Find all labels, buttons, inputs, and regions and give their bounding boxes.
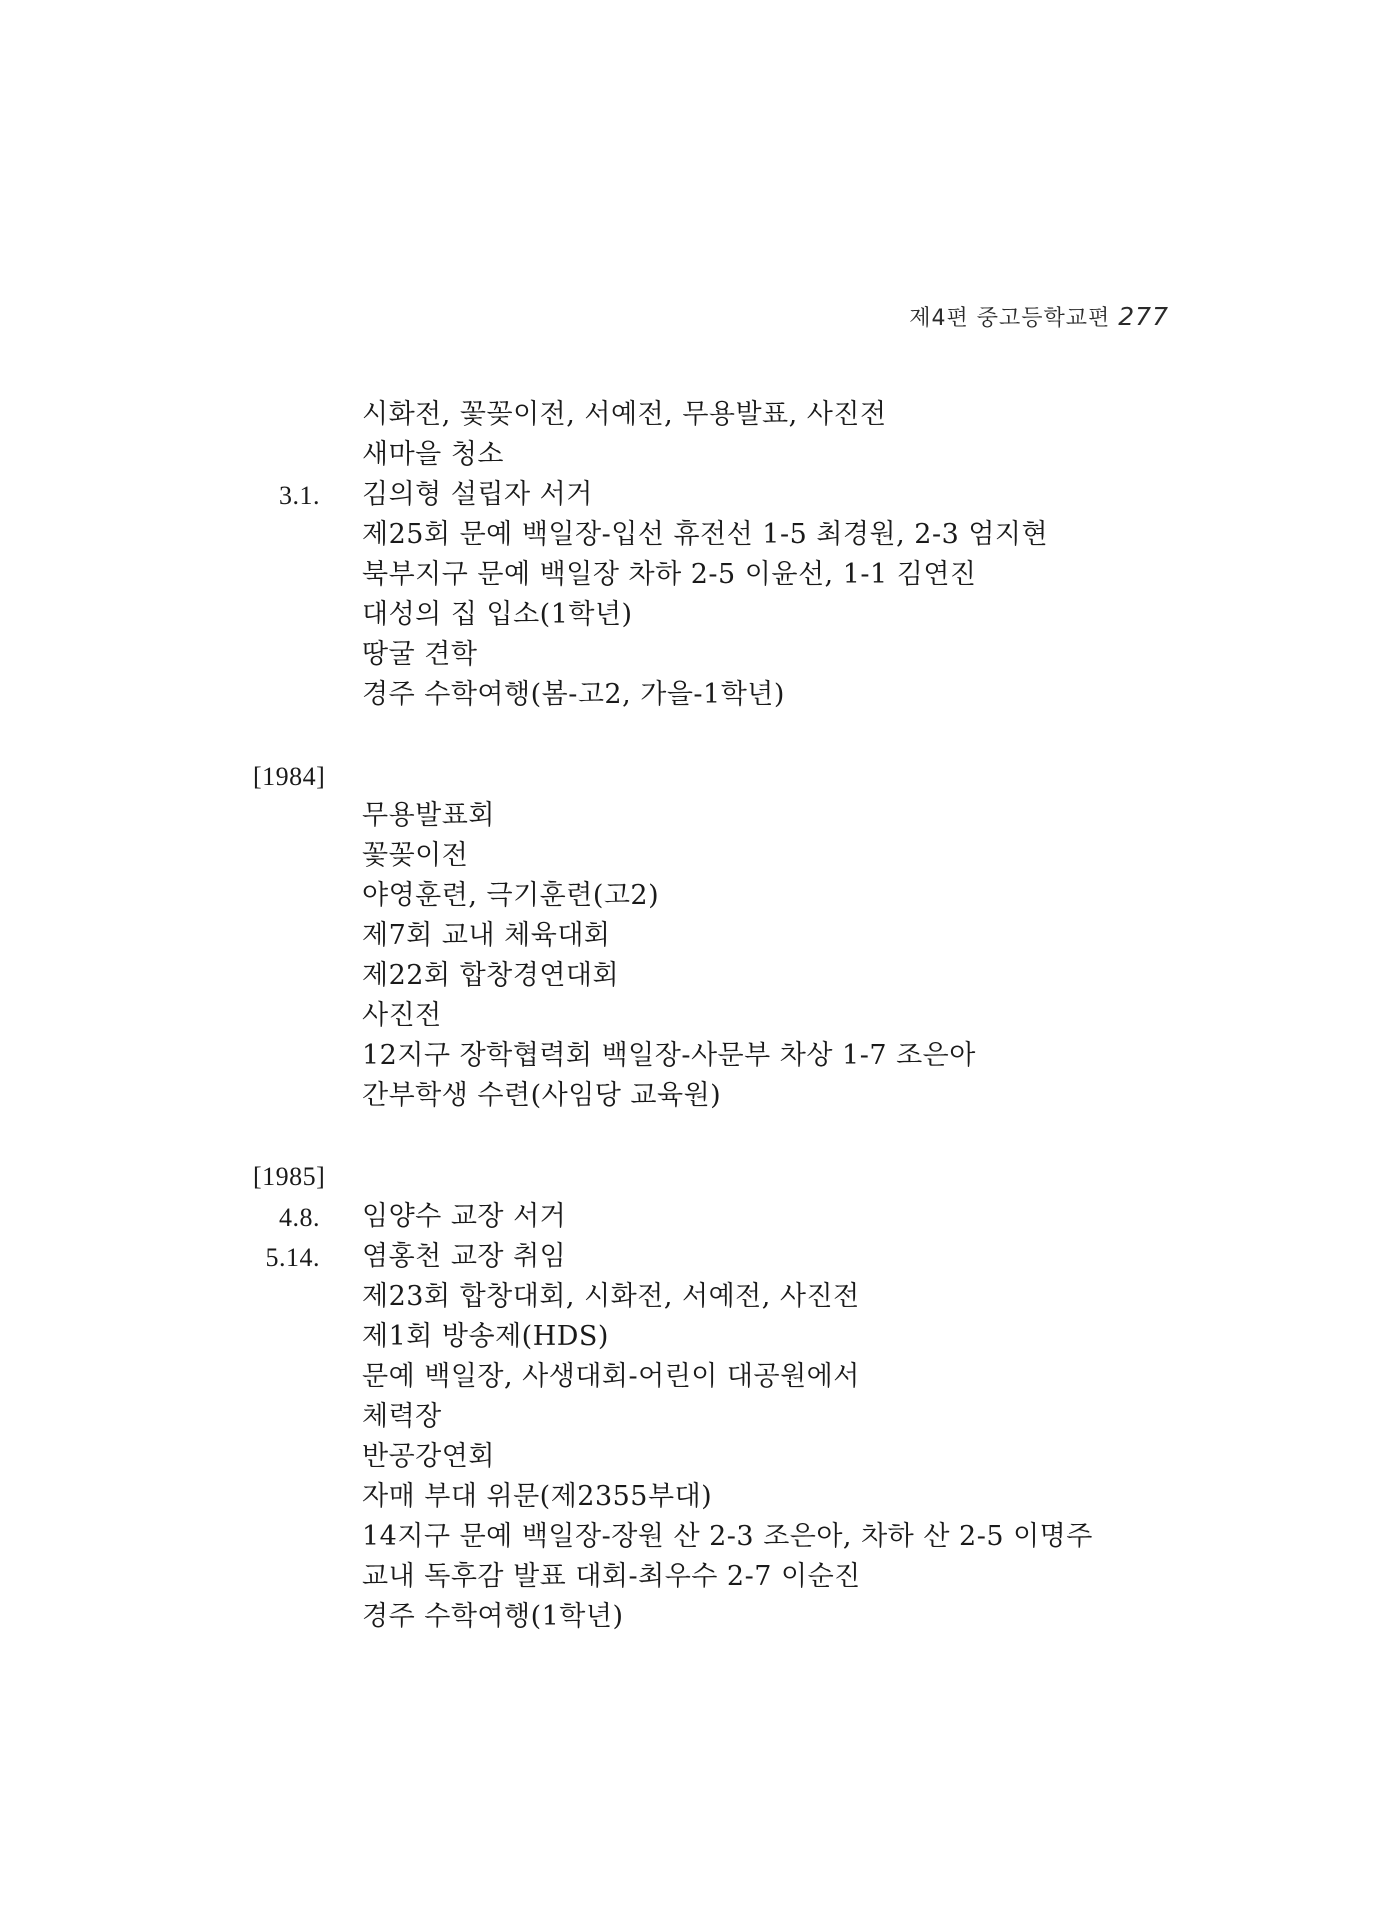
list-item: 땅굴 견학 — [362, 639, 478, 670]
list-item: 반공강연회 — [362, 1441, 495, 1472]
list-item: 경주 수학여행(1학년) — [362, 1601, 624, 1632]
running-header — [909, 301, 1169, 332]
year-heading: [1985] — [253, 1162, 326, 1191]
list-item: 시화전, 꽃꽂이전, 서예전, 무용발표, 사진전 — [362, 399, 887, 430]
list-item: 제23회 합창대회, 시화전, 서예전, 사진전 — [362, 1281, 860, 1312]
list-item: 간부학생 수련(사임당 교육원) — [362, 1080, 722, 1111]
list-item: 14지구 문예 백일장-장원 산 2-3 조은아, 차하 산 2-5 이명주 — [362, 1521, 1093, 1552]
list-item: 무용발표회 — [362, 800, 495, 831]
list-item: 임양수 교장 서거 — [362, 1201, 567, 1232]
list-item: 새마을 청소 — [362, 439, 504, 470]
list-item: 경주 수학여행(봄-고2, 가을-1학년) — [362, 679, 785, 710]
list-item: 야영훈련, 극기훈련(고2) — [362, 880, 660, 911]
list-item: 꽃꽂이전 — [362, 840, 469, 871]
entry-date: 5.14. — [265, 1243, 320, 1272]
list-item: 대성의 집 입소(1학년) — [362, 599, 633, 630]
list-item: 12지구 장학협력회 백일장-사문부 차상 1-7 조은아 — [362, 1040, 976, 1071]
entry-date: 3.1. — [279, 481, 320, 510]
list-item: 교내 독후감 발표 대회-최우수 2-7 이순진 — [362, 1561, 861, 1592]
list-item: 제25회 문예 백일장-입선 휴전선 1-5 최경원, 2-3 엄지현 — [362, 519, 1049, 550]
list-item: 제7회 교내 체육대회 — [362, 920, 611, 951]
list-item: 염홍천 교장 취임 — [362, 1241, 567, 1272]
page-number: 277 — [1118, 302, 1169, 331]
list-item: 북부지구 문예 백일장 차하 2-5 이윤선, 1-1 김연진 — [362, 559, 977, 590]
list-item: 김의형 설립자 서거 — [362, 479, 593, 510]
year-heading: [1984] — [253, 762, 326, 791]
list-item: 제1회 방송제(HDS) — [362, 1321, 609, 1352]
list-item: 문예 백일장, 사생대회-어린이 대공원에서 — [362, 1361, 860, 1392]
list-item: 사진전 — [362, 1000, 442, 1031]
section-title: 제4편 중고등학교편 — [909, 306, 1111, 331]
list-item: 체력장 — [362, 1401, 442, 1432]
list-item: 자매 부대 위문(제2355부대) — [362, 1481, 713, 1512]
entry-date: 4.8. — [279, 1203, 320, 1232]
list-item: 제22회 합창경연대회 — [362, 960, 620, 991]
